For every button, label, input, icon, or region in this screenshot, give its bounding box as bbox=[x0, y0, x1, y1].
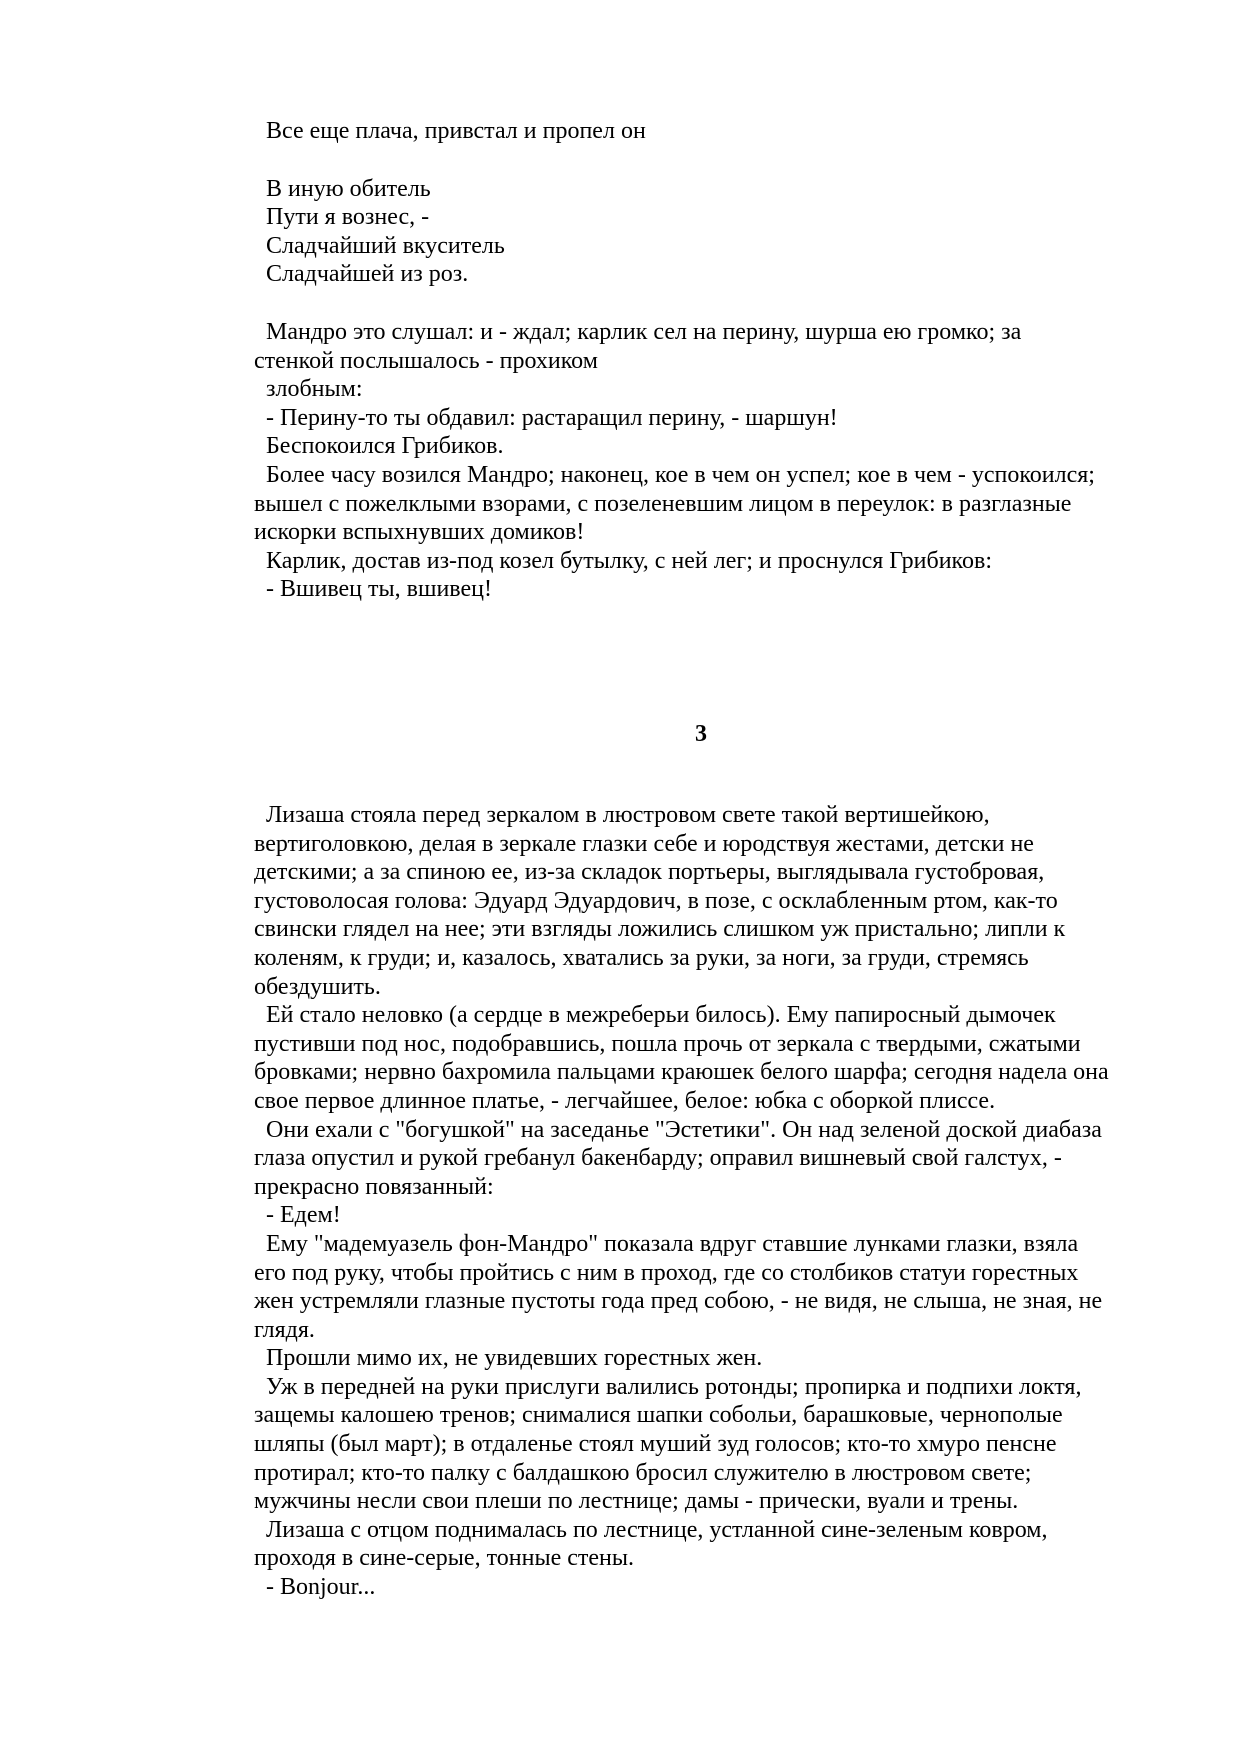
stanza-gap bbox=[254, 289, 1154, 318]
text-line: Уж в передней на руки прислуги валились ротонды; пропирка и подпихи локтя, bbox=[254, 1373, 1082, 1400]
text-line: Лизаша с отцом поднималась по лестнице, устланной сине-зеленым ковром, bbox=[254, 1516, 1048, 1543]
text-line: коленям, к груди; и, казалось, хватались за руки, за ноги, за груди, стремясь bbox=[254, 944, 1029, 971]
text-line: густоволосая голова: Эдуард Эдуардович, в позе, с осклабленным ртом, как-то bbox=[254, 887, 1058, 914]
text-line: обездушить. bbox=[254, 973, 381, 1000]
text-line: Беспокоился Грибиков. bbox=[254, 433, 504, 460]
text-line: вертиголовкою, делая в зеркале глазки себе и юродствуя жестами, детски не bbox=[254, 830, 1034, 857]
text-line: детскими; а за спиною ее, из-за складок портьеры, выглядывала густобровая, bbox=[254, 859, 1045, 886]
poem-line: Сладчайший вкуситель bbox=[254, 232, 505, 259]
text-line: Ей стало неловко (а сердце в межреберьи билось). Ему папиросный дымочек bbox=[254, 1002, 1056, 1029]
text-line: пустивши под нос, подобравшись, пошла прочь от зеркала с твердыми, сжатыми bbox=[254, 1030, 1081, 1057]
text-line: искорки вспыхнувших домиков! bbox=[254, 519, 585, 546]
text-line: прекрасно повязанный: bbox=[254, 1173, 494, 1200]
chapter-number: 3 bbox=[695, 721, 707, 747]
text-line: Они ехали с "богушкой" на заседанье "Эстетики". Он над зеленой доской диабаза bbox=[254, 1116, 1102, 1143]
text-line: его под руку, чтобы пройтись с ним в проход, где со столбиков статуи горестных bbox=[254, 1259, 1079, 1286]
text-line: жен устремляли глазные пустоты года пред собою, - не видя, не слыша, не зная, не bbox=[254, 1288, 1103, 1315]
poem-line: В иную обитель bbox=[254, 175, 431, 202]
text-line: шляпы (был март); в отдаленье стоял муший зуд голосов; кто-то хмуро пенсне bbox=[254, 1431, 1057, 1458]
bottom-section bbox=[254, 801, 1154, 1602]
text-line: проходя в сине-серые, тонные стены. bbox=[254, 1545, 634, 1572]
text-line: - Вшивец ты, вшивец! bbox=[254, 576, 492, 603]
text-line: бровками; нервно бахромила пальцами краюшек белого шарфа; сегодня надела она bbox=[254, 1059, 1109, 1086]
text-line: протирал; кто-то палку с балдашкою бросил служителю в люстровом свете; bbox=[254, 1459, 1032, 1486]
text-line: - Едем! bbox=[254, 1202, 341, 1229]
text-line: мужчины несли свои плеши по лестнице; дамы - прически, вуали и трены. bbox=[254, 1488, 1019, 1515]
text-line: Ему "мадемуазель фон-Мандро" показала вдруг ставшие лунками глазки, взяла bbox=[254, 1230, 1079, 1257]
text-line: свое первое длинное платье, - легчайшее, белое: юбка с оборкой плиссе. bbox=[254, 1087, 996, 1114]
text-line: свински глядел на нее; эти взгляды ложились слишком уж пристально; липли к bbox=[254, 916, 1066, 943]
text-line: глядя. bbox=[254, 1316, 315, 1343]
top-section bbox=[254, 117, 1154, 604]
poem-line: Сладчайшей из роз. bbox=[254, 261, 469, 288]
text-line: вышел с пожелклыми взорами, с позеленевшим лицом в переулок: в разглазные bbox=[254, 490, 1072, 517]
text-line: - Перину-то ты обдавил: растаращил перину, - шаршун! bbox=[254, 404, 838, 431]
text-line: - Bonjour... bbox=[254, 1574, 376, 1601]
text-line: Мандро это слушал: и - ждал; карлик сел на перину, шурша ею громко; за bbox=[254, 318, 1022, 345]
poem-line: Пути я вознес, - bbox=[254, 204, 430, 231]
text-line: Прошли мимо их, не увидевших горестных жен. bbox=[254, 1345, 763, 1372]
intro-line: Все еще плача, привстал и пропел он bbox=[254, 118, 646, 144]
text-line: защемы калошею тренов; снималися шапки собольи, барашковые, чернополые bbox=[254, 1402, 1063, 1429]
text-line: Более часу возился Мандро; наконец, кое в чем он успел; кое в чем - успокоился; bbox=[254, 461, 1095, 488]
text-line: стенкой послышалось - прохиком bbox=[254, 347, 598, 374]
text-line: злобным: bbox=[254, 376, 363, 403]
text-line: Лизаша стояла перед зеркалом в люстровом свете такой вертишейкою, bbox=[254, 802, 990, 828]
text-line: Карлик, достав из-под козел бутылку, с ней лег; и проснулся Грибиков: bbox=[254, 547, 992, 574]
stanza-gap bbox=[254, 146, 1154, 175]
text-line: глаза опустил и рукой гребанул бакенбарду; оправил вишневый свой галстух, - bbox=[254, 1145, 1062, 1172]
